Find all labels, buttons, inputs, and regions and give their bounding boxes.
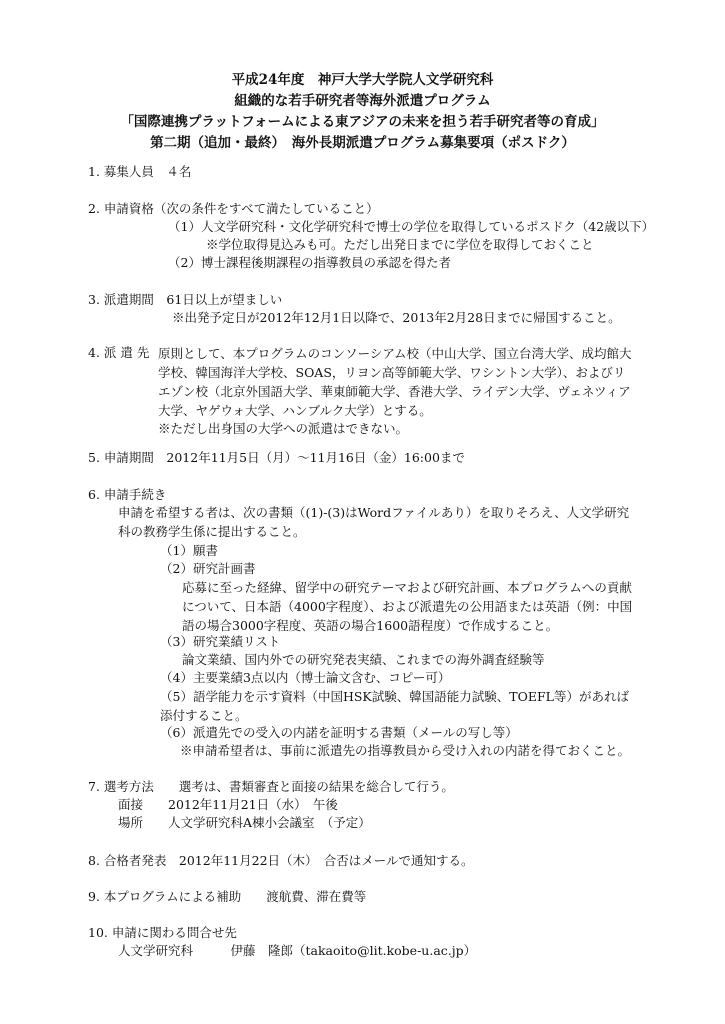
section-5-heading: 5. 申請期間 2012年11月5日（月）〜11月16日（金）16:00まで [88,450,465,465]
section-7-heading: 7. 選考方法 選考は、書類審査と面接の結果を総合して行う。 [88,779,454,794]
section-6-intro: 申請を希望する者は、次の書類（(1)-(3)はWordファイルあり）を取りそろえ、人文学研究科の教務学生係に提出すること。 [118,505,630,539]
section-6-item-2: （2）研究計画書 [160,561,256,576]
section-10-contact: 人文学研究科 伊藤 隆郎（takaoito@lit.kobe-u.ac.jp） [118,943,477,958]
section-3-heading: 3. 派遣期間 61日以上が望ましい [88,292,283,307]
section-2-heading: 2. 申請資格（次の条件をすべて満たしていること） [88,201,379,216]
section-1-heading: 1. 募集人員 ４名 [88,164,192,179]
section-3-note: ※出発予定日が2012年12月1日以降で、2013年2月28日までに帰国すること。 [172,310,621,325]
section-6-item-6: （6）派遣先での受入の内諾を証明する書類（メールの写し等） [160,725,518,740]
section-6-item-4: （4）主要業績3点以内（博士論文含む、コピー可） [160,670,451,685]
document-title [0,70,725,154]
title-line-2: 組織的な若手研究者等海外派遣プログラム [234,93,491,109]
section-8-heading: 8. 合格者発表 2012年11月22日（木） 合否はメールで通知する。 [88,853,474,868]
title-line-3: 「国際連携プラットフォームによる東アジアの未来を担う若手研究者等の育成」 [120,114,605,130]
section-4-body: 原則として、本プログラムのコンソーシアム校（中山大学、国立台湾大学、成均館大学校、韓国海洋大学校、SOAS，リヨン高等師範大学、ワシントン大学）、およびリエゾン校（北京外国語大学、華東師範大学、香港大学、ライデン大学、ヴェネツィア大学、ヤゲウォ大学、ハンブルク大学）とする。 [158,346,632,418]
section-2-note-1: ※学位取得見込みも可。ただし出発日までに学位を取得しておくこと [206,237,594,252]
section-7-place: 場所 人文学研究科A棟小会議室 （予定） [118,815,371,830]
section-2-item-2: （2）博士課程後期課程の指導教員の承認を得た者 [168,255,451,270]
section-7-interview: 面接 2012年11月21日（水） 午後 [118,797,338,812]
section-6-item-2-body: 応募に至った経緯、留学中の研究テーマおよび研究計画、本プログラムへの貢献について、日本語（4000字程度）、および派遣先の公用語または英語（例：中国語の場合3000字程度、英語の場合1600語程度）で作成すること。 [182,580,633,633]
section-4-note: ※ただし出身国の大学への派遣はできない。 [158,421,409,436]
section-6-note: ※申請希望者は、事前に派遣先の指導教員から受け入れの内諾を得ておくこと。 [180,743,631,758]
section-4-label: 4. 派 遣 先 [88,345,150,360]
section-9-heading: 9. 本プログラムによる補助 渡航費、滞在費等 [88,889,367,904]
section-6-item-5: （5）語学能力を示す資料（中国HSK試験、韓国語能力試験、TOEFL等）があれば添付すること。 [160,689,629,723]
title-line-4: 第二期（追加・最終） 海外長期派遣プログラム募集要項（ポスドク） [150,135,575,151]
section-10-heading: 10. 申請に関わる問合せ先 [88,925,237,940]
section-2-item-1: （1）人文学研究科・文化学研究科で博士の学位を取得しているポスドク（42歳以下） [168,219,655,234]
section-6-item-3-body: 論文業績、国内外での研究発表実績、これまでの海外調査経験等 [182,652,545,667]
section-6-item-1: （1）願書 [160,543,218,558]
section-6-item-3: （3）研究業績リスト [160,634,281,649]
title-line-1: 平成24年度 神戸大学大学院人文学研究科 [231,72,494,88]
section-6-heading: 6. 申請手続き [88,487,167,502]
